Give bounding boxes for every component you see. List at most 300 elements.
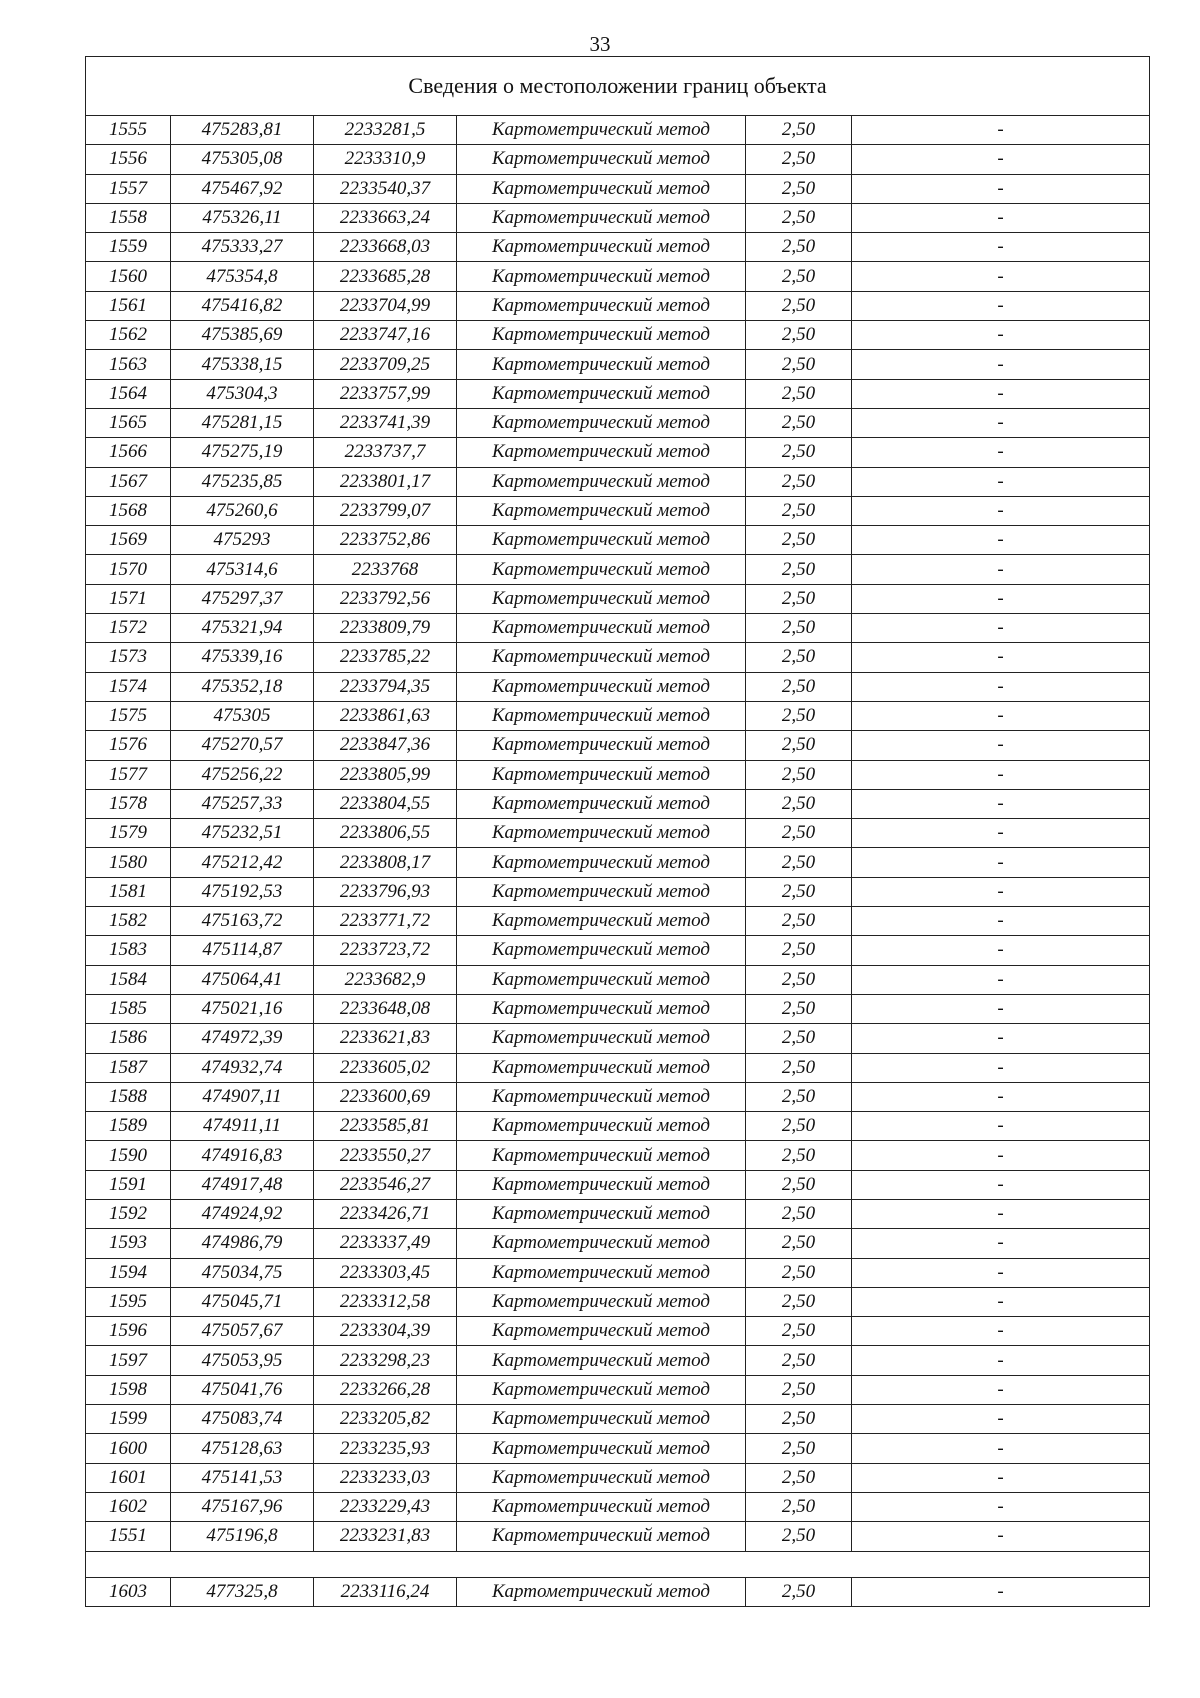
y-coordinate-cell: 2233682,9: [314, 965, 457, 994]
y-coordinate-cell: 2233723,72: [314, 936, 457, 965]
x-coordinate-cell: 475064,41: [171, 965, 314, 994]
method-cell: Картометрический метод: [457, 1317, 746, 1346]
table-row: [86, 643, 1150, 672]
method-cell: Картометрический метод: [457, 965, 746, 994]
point-number-cell: 1568: [86, 496, 171, 525]
y-coordinate-cell: 2233233,03: [314, 1463, 457, 1492]
point-number-cell: 1567: [86, 467, 171, 496]
description-cell: -: [852, 789, 1150, 818]
table-row: [86, 672, 1150, 701]
accuracy-cell: 2,50: [746, 116, 852, 145]
x-coordinate-cell: 475321,94: [171, 614, 314, 643]
point-number-cell: 1574: [86, 672, 171, 701]
method-cell: Картометрический метод: [457, 760, 746, 789]
y-coordinate-cell: 2233757,99: [314, 379, 457, 408]
point-number-cell: 1564: [86, 379, 171, 408]
accuracy-cell: 2,50: [746, 701, 852, 730]
point-number-cell: 1583: [86, 936, 171, 965]
description-cell: -: [852, 526, 1150, 555]
method-cell: Картометрический метод: [457, 994, 746, 1023]
y-coordinate-cell: 2233231,83: [314, 1522, 457, 1551]
y-coordinate-cell: 2233605,02: [314, 1053, 457, 1082]
point-number-cell: 1584: [86, 965, 171, 994]
accuracy-cell: 2,50: [746, 760, 852, 789]
x-coordinate-cell: 475275,19: [171, 438, 314, 467]
y-coordinate-cell: 2233747,16: [314, 321, 457, 350]
x-coordinate-cell: 475196,8: [171, 1522, 314, 1551]
x-coordinate-cell: 475352,18: [171, 672, 314, 701]
accuracy-cell: 2,50: [746, 1199, 852, 1228]
table-row: [86, 1170, 1150, 1199]
x-coordinate-cell: 475192,53: [171, 877, 314, 906]
x-coordinate-cell: 475270,57: [171, 731, 314, 760]
x-coordinate-cell: 475257,33: [171, 789, 314, 818]
y-coordinate-cell: 2233663,24: [314, 203, 457, 232]
y-coordinate-cell: 2233303,45: [314, 1258, 457, 1287]
point-number-cell: 1571: [86, 584, 171, 613]
y-coordinate-cell: 2233861,63: [314, 701, 457, 730]
y-coordinate-cell: 2233426,71: [314, 1199, 457, 1228]
point-number-cell: 1565: [86, 408, 171, 437]
description-cell: -: [852, 1375, 1150, 1404]
method-cell: Картометрический метод: [457, 1199, 746, 1228]
description-cell: -: [852, 1082, 1150, 1111]
table-row: [86, 1199, 1150, 1228]
accuracy-cell: 2,50: [746, 174, 852, 203]
table-row: [86, 350, 1150, 379]
table-row: [86, 1434, 1150, 1463]
accuracy-cell: 2,50: [746, 1287, 852, 1316]
x-coordinate-cell: 475314,6: [171, 555, 314, 584]
method-cell: Картометрический метод: [457, 379, 746, 408]
x-coordinate-cell: 474986,79: [171, 1229, 314, 1258]
description-cell: -: [852, 731, 1150, 760]
accuracy-cell: 2,50: [746, 672, 852, 701]
point-number-cell: 1573: [86, 643, 171, 672]
description-cell: -: [852, 203, 1150, 232]
point-number-cell: 1559: [86, 233, 171, 262]
y-coordinate-cell: 2233737,7: [314, 438, 457, 467]
accuracy-cell: 2,50: [746, 1346, 852, 1375]
point-number-cell: 1557: [86, 174, 171, 203]
x-coordinate-cell: 474932,74: [171, 1053, 314, 1082]
y-coordinate-cell: 2233600,69: [314, 1082, 457, 1111]
point-number-cell: 1560: [86, 262, 171, 291]
x-coordinate-cell: 475304,3: [171, 379, 314, 408]
method-cell: Картометрический метод: [457, 584, 746, 613]
point-number-cell: 1572: [86, 614, 171, 643]
x-coordinate-cell: 475416,82: [171, 291, 314, 320]
table-row: [86, 467, 1150, 496]
table-row: [86, 526, 1150, 555]
point-number-cell: 1588: [86, 1082, 171, 1111]
point-number-cell: 1556: [86, 145, 171, 174]
accuracy-cell: 2,50: [746, 1463, 852, 1492]
y-coordinate-cell: 2233847,36: [314, 731, 457, 760]
table-row: [86, 555, 1150, 584]
accuracy-cell: 2,50: [746, 1229, 852, 1258]
y-coordinate-cell: 2233792,56: [314, 584, 457, 613]
y-coordinate-cell: 2233808,17: [314, 848, 457, 877]
table-row: [86, 1141, 1150, 1170]
y-coordinate-cell: 2233116,24: [314, 1577, 457, 1606]
table-row: [86, 936, 1150, 965]
y-coordinate-cell: 2233805,99: [314, 760, 457, 789]
y-coordinate-cell: 2233585,81: [314, 1112, 457, 1141]
description-cell: -: [852, 1346, 1150, 1375]
point-number-cell: 1580: [86, 848, 171, 877]
description-cell: -: [852, 1024, 1150, 1053]
table-row: [86, 731, 1150, 760]
point-number-cell: 1582: [86, 907, 171, 936]
accuracy-cell: 2,50: [746, 438, 852, 467]
point-number-cell: 1562: [86, 321, 171, 350]
description-cell: -: [852, 1405, 1150, 1434]
method-cell: Картометрический метод: [457, 262, 746, 291]
point-number-cell: 1551: [86, 1522, 171, 1551]
accuracy-cell: 2,50: [746, 643, 852, 672]
table-row: [86, 321, 1150, 350]
point-number-cell: 1566: [86, 438, 171, 467]
method-cell: Картометрический метод: [457, 438, 746, 467]
point-number-cell: 1587: [86, 1053, 171, 1082]
accuracy-cell: 2,50: [746, 848, 852, 877]
table-row: [86, 262, 1150, 291]
description-cell: -: [852, 701, 1150, 730]
point-number-cell: 1601: [86, 1463, 171, 1492]
y-coordinate-cell: 2233266,28: [314, 1375, 457, 1404]
point-number-cell: 1570: [86, 555, 171, 584]
table-row: [86, 1287, 1150, 1316]
x-coordinate-cell: 475141,53: [171, 1463, 314, 1492]
accuracy-cell: 2,50: [746, 496, 852, 525]
description-cell: -: [852, 994, 1150, 1023]
point-number-cell: 1600: [86, 1434, 171, 1463]
accuracy-cell: 2,50: [746, 936, 852, 965]
description-cell: -: [852, 1229, 1150, 1258]
method-cell: Картометрический метод: [457, 643, 746, 672]
description-cell: -: [852, 848, 1150, 877]
method-cell: Картометрический метод: [457, 145, 746, 174]
y-coordinate-cell: 2233752,86: [314, 526, 457, 555]
y-coordinate-cell: 2233741,39: [314, 408, 457, 437]
accuracy-cell: 2,50: [746, 1170, 852, 1199]
method-cell: Картометрический метод: [457, 1405, 746, 1434]
method-cell: Картометрический метод: [457, 1287, 746, 1316]
x-coordinate-cell: 475034,75: [171, 1258, 314, 1287]
accuracy-cell: 2,50: [746, 994, 852, 1023]
description-cell: -: [852, 438, 1150, 467]
method-cell: Картометрический метод: [457, 555, 746, 584]
method-cell: Картометрический метод: [457, 174, 746, 203]
x-coordinate-cell: 475260,6: [171, 496, 314, 525]
description-cell: -: [852, 408, 1150, 437]
x-coordinate-cell: 474917,48: [171, 1170, 314, 1199]
description-cell: -: [852, 379, 1150, 408]
method-cell: Картометрический метод: [457, 1522, 746, 1551]
table-row: [86, 496, 1150, 525]
description-cell: -: [852, 614, 1150, 643]
y-coordinate-cell: 2233205,82: [314, 1405, 457, 1434]
accuracy-cell: 2,50: [746, 1053, 852, 1082]
point-number-cell: 1589: [86, 1112, 171, 1141]
table-row: [86, 1112, 1150, 1141]
table-body: [86, 57, 1150, 1607]
method-cell: Картометрический метод: [457, 321, 746, 350]
point-number-cell: 1590: [86, 1141, 171, 1170]
method-cell: Картометрический метод: [457, 1463, 746, 1492]
point-number-cell: 1578: [86, 789, 171, 818]
y-coordinate-cell: 2233337,49: [314, 1229, 457, 1258]
x-coordinate-cell: 475235,85: [171, 467, 314, 496]
accuracy-cell: 2,50: [746, 584, 852, 613]
table-title: Сведения о местоположении границ объекта: [86, 57, 1150, 116]
table-row: [86, 907, 1150, 936]
description-cell: -: [852, 936, 1150, 965]
accuracy-cell: 2,50: [746, 1434, 852, 1463]
description-cell: -: [852, 233, 1150, 262]
point-number-cell: 1576: [86, 731, 171, 760]
method-cell: Картометрический метод: [457, 672, 746, 701]
empty-separator-cell: [86, 1551, 1150, 1577]
accuracy-cell: 2,50: [746, 233, 852, 262]
description-cell: -: [852, 496, 1150, 525]
accuracy-cell: 2,50: [746, 1405, 852, 1434]
description-cell: -: [852, 1287, 1150, 1316]
table-row: [86, 1258, 1150, 1287]
point-number-cell: 1603: [86, 1577, 171, 1606]
table-row: [86, 584, 1150, 613]
y-coordinate-cell: 2233785,22: [314, 643, 457, 672]
y-coordinate-cell: 2233304,39: [314, 1317, 457, 1346]
method-cell: Картометрический метод: [457, 1170, 746, 1199]
description-cell: -: [852, 965, 1150, 994]
description-cell: -: [852, 321, 1150, 350]
table-row: [86, 233, 1150, 262]
y-coordinate-cell: 2233668,03: [314, 233, 457, 262]
accuracy-cell: 2,50: [746, 1375, 852, 1404]
description-cell: -: [852, 672, 1150, 701]
y-coordinate-cell: 2233796,93: [314, 877, 457, 906]
description-cell: -: [852, 1112, 1150, 1141]
table-row: [86, 1463, 1150, 1492]
point-number-cell: 1592: [86, 1199, 171, 1228]
table-row: [86, 291, 1150, 320]
description-cell: -: [852, 116, 1150, 145]
x-coordinate-cell: 475083,74: [171, 1405, 314, 1434]
y-coordinate-cell: 2233546,27: [314, 1170, 457, 1199]
point-number-cell: 1577: [86, 760, 171, 789]
table-row: [86, 1317, 1150, 1346]
accuracy-cell: 2,50: [746, 262, 852, 291]
page-number: 33: [589, 32, 611, 56]
description-cell: -: [852, 584, 1150, 613]
table-row: [86, 1346, 1150, 1375]
accuracy-cell: 2,50: [746, 614, 852, 643]
method-cell: Картометрический метод: [457, 877, 746, 906]
description-cell: -: [852, 555, 1150, 584]
y-coordinate-cell: 2233768: [314, 555, 457, 584]
x-coordinate-cell: 475305,08: [171, 145, 314, 174]
point-number-cell: 1594: [86, 1258, 171, 1287]
method-cell: Картометрический метод: [457, 1229, 746, 1258]
point-number-cell: 1599: [86, 1405, 171, 1434]
description-cell: -: [852, 907, 1150, 936]
table-row: [86, 965, 1150, 994]
point-number-cell: 1586: [86, 1024, 171, 1053]
x-coordinate-cell: 474911,11: [171, 1112, 314, 1141]
table-row: [86, 1053, 1150, 1082]
table-row: [86, 614, 1150, 643]
table-row: [86, 379, 1150, 408]
accuracy-cell: 2,50: [746, 1024, 852, 1053]
y-coordinate-cell: 2233685,28: [314, 262, 457, 291]
y-coordinate-cell: 2233806,55: [314, 819, 457, 848]
table-row: [86, 1375, 1150, 1404]
accuracy-cell: 2,50: [746, 1577, 852, 1606]
x-coordinate-cell: 475283,81: [171, 116, 314, 145]
description-cell: -: [852, 1199, 1150, 1228]
accuracy-cell: 2,50: [746, 321, 852, 350]
description-cell: -: [852, 1258, 1150, 1287]
x-coordinate-cell: 474972,39: [171, 1024, 314, 1053]
description-cell: -: [852, 145, 1150, 174]
x-coordinate-cell: 474924,92: [171, 1199, 314, 1228]
table-row: [86, 877, 1150, 906]
y-coordinate-cell: 2233621,83: [314, 1024, 457, 1053]
description-cell: -: [852, 819, 1150, 848]
point-number-cell: 1558: [86, 203, 171, 232]
y-coordinate-cell: 2233281,5: [314, 116, 457, 145]
point-number-cell: 1563: [86, 350, 171, 379]
method-cell: Картометрический метод: [457, 1112, 746, 1141]
accuracy-cell: 2,50: [746, 526, 852, 555]
y-coordinate-cell: 2233312,58: [314, 1287, 457, 1316]
table-row: [86, 174, 1150, 203]
x-coordinate-cell: 475256,22: [171, 760, 314, 789]
x-coordinate-cell: 475333,27: [171, 233, 314, 262]
table-row: [86, 994, 1150, 1023]
x-coordinate-cell: 475021,16: [171, 994, 314, 1023]
point-number-cell: 1555: [86, 116, 171, 145]
table-row: [86, 116, 1150, 145]
table-row: [86, 1405, 1150, 1434]
x-coordinate-cell: 475053,95: [171, 1346, 314, 1375]
table-row: [86, 848, 1150, 877]
table-row: [86, 760, 1150, 789]
table-row: [86, 1522, 1150, 1551]
method-cell: Картометрический метод: [457, 907, 746, 936]
point-number-cell: 1575: [86, 701, 171, 730]
x-coordinate-cell: 475114,87: [171, 936, 314, 965]
description-cell: -: [852, 1317, 1150, 1346]
x-coordinate-cell: 475041,76: [171, 1375, 314, 1404]
y-coordinate-cell: 2233771,72: [314, 907, 457, 936]
point-number-cell: 1591: [86, 1170, 171, 1199]
point-number-cell: 1579: [86, 819, 171, 848]
x-coordinate-cell: 475057,67: [171, 1317, 314, 1346]
method-cell: Картометрический метод: [457, 116, 746, 145]
description-cell: -: [852, 1577, 1150, 1606]
x-coordinate-cell: 475326,11: [171, 203, 314, 232]
accuracy-cell: 2,50: [746, 350, 852, 379]
description-cell: -: [852, 877, 1150, 906]
method-cell: Картометрический метод: [457, 614, 746, 643]
accuracy-cell: 2,50: [746, 145, 852, 174]
y-coordinate-cell: 2233801,17: [314, 467, 457, 496]
method-cell: Картометрический метод: [457, 936, 746, 965]
method-cell: Картометрический метод: [457, 350, 746, 379]
method-cell: Картометрический метод: [457, 408, 746, 437]
method-cell: Картометрический метод: [457, 1082, 746, 1111]
method-cell: Картометрический метод: [457, 467, 746, 496]
method-cell: Картометрический метод: [457, 1024, 746, 1053]
accuracy-cell: 2,50: [746, 1522, 852, 1551]
accuracy-cell: 2,50: [746, 1082, 852, 1111]
table-row: [86, 1577, 1150, 1606]
x-coordinate-cell: 475385,69: [171, 321, 314, 350]
method-cell: Картометрический метод: [457, 1258, 746, 1287]
accuracy-cell: 2,50: [746, 789, 852, 818]
method-cell: Картометрический метод: [457, 291, 746, 320]
accuracy-cell: 2,50: [746, 1112, 852, 1141]
x-coordinate-cell: 474907,11: [171, 1082, 314, 1111]
table-row: [86, 701, 1150, 730]
x-coordinate-cell: 475232,51: [171, 819, 314, 848]
description-cell: -: [852, 643, 1150, 672]
table-row: [86, 145, 1150, 174]
description-cell: -: [852, 174, 1150, 203]
y-coordinate-cell: 2233804,55: [314, 789, 457, 818]
description-cell: -: [852, 1170, 1150, 1199]
y-coordinate-cell: 2233648,08: [314, 994, 457, 1023]
method-cell: Картометрический метод: [457, 1053, 746, 1082]
x-coordinate-cell: 475339,16: [171, 643, 314, 672]
x-coordinate-cell: 475212,42: [171, 848, 314, 877]
x-coordinate-cell: 475167,96: [171, 1492, 314, 1521]
method-cell: Картометрический метод: [457, 496, 746, 525]
accuracy-cell: 2,50: [746, 1258, 852, 1287]
x-coordinate-cell: 475293: [171, 526, 314, 555]
description-cell: -: [852, 1492, 1150, 1521]
x-coordinate-cell: 475128,63: [171, 1434, 314, 1463]
accuracy-cell: 2,50: [746, 203, 852, 232]
table-row: [86, 1229, 1150, 1258]
accuracy-cell: 2,50: [746, 555, 852, 584]
method-cell: Картометрический метод: [457, 731, 746, 760]
description-cell: -: [852, 1522, 1150, 1551]
method-cell: Картометрический метод: [457, 526, 746, 555]
x-coordinate-cell: 477325,8: [171, 1577, 314, 1606]
y-coordinate-cell: 2233229,43: [314, 1492, 457, 1521]
x-coordinate-cell: 475281,15: [171, 408, 314, 437]
description-cell: -: [852, 760, 1150, 789]
y-coordinate-cell: 2233704,99: [314, 291, 457, 320]
accuracy-cell: 2,50: [746, 819, 852, 848]
x-coordinate-cell: 475354,8: [171, 262, 314, 291]
point-number-cell: 1597: [86, 1346, 171, 1375]
point-number-cell: 1595: [86, 1287, 171, 1316]
y-coordinate-cell: 2233709,25: [314, 350, 457, 379]
boundary-coordinates-table: [85, 56, 1150, 1607]
table-title-row: [86, 57, 1150, 116]
description-cell: -: [852, 1463, 1150, 1492]
table-row: [86, 203, 1150, 232]
accuracy-cell: 2,50: [746, 1492, 852, 1521]
table-row: [86, 1082, 1150, 1111]
method-cell: Картометрический метод: [457, 1375, 746, 1404]
description-cell: -: [852, 262, 1150, 291]
